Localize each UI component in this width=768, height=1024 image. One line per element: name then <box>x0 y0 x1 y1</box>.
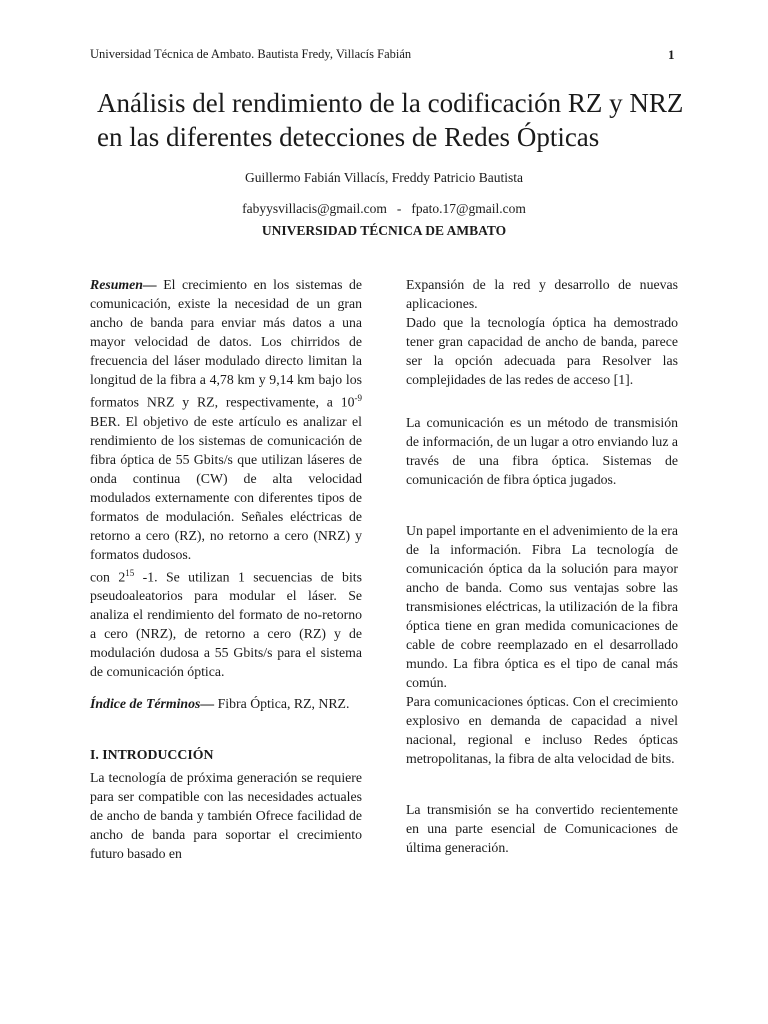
author-emails <box>0 201 768 217</box>
intro-paragraph: La tecnología de próxima generación se requiere para ser compatible con las necesidades actuales de ancho de banda y también Ofrece facilidad de ancho de banda para soportar el crecimiento futuro basado en <box>90 770 362 862</box>
right-paragraph-6: La transmisión se ha convertido recientemente en una parte esencial de Comunicaciones de última generación. <box>406 802 678 855</box>
title-line-2: en las diferentes detecciones de Redes Ópticas <box>97 122 600 152</box>
email-separator: - <box>396 201 402 216</box>
right-paragraph-4: Un papel importante en el advenimiento de la era de la información. Fibra La tecnología de comunicación óptica da la solución para mayor ancho de banda. Como sus ventajas sobre las transmisiones eléctricas, la utilización de la fibra óptica tiene en gran medida comunicaciones de cable de cobre reemplazado en el desarrollado mundo. La fibra óptica es el tipo de canal más común. <box>406 523 678 690</box>
email-2[interactable]: fpato.17@gmail.com <box>411 201 526 216</box>
institution: UNIVERSIDAD TÉCNICA DE AMBATO <box>261 223 507 238</box>
abstract-exponent-2: 15 <box>125 567 135 578</box>
running-header: Universidad Técnica de Ambato. Bautista Fredy, Villacís Fabián <box>90 47 412 61</box>
abstract-exponent-1: -9 <box>354 393 362 403</box>
abstract <box>90 275 362 564</box>
left-column <box>90 275 362 863</box>
index-terms-label: Índice de Términos— <box>90 696 215 712</box>
section-heading-introduccion: I. INTRODUCCIÓN <box>90 747 214 763</box>
right-column <box>406 275 678 857</box>
right-paragraph-3: La comunicación es un método de transmisión de información, de un lugar a otro enviando luz a través de una fibra óptica. Sistemas de comunicación de fibra óptica jugados. <box>406 415 679 487</box>
right-paragraph-5: Para comunicaciones ópticas. Con el crecimiento explosivo en demanda de capacidad a nivel nacional, regional e incluso Redes ópticas metropolitanas, la fibra de alta velocidad de bits. <box>406 694 678 766</box>
abstract-text-1: El crecimiento en los sistemas de comunicación, existe la necesidad de un gran ancho de banda para enviar más datos a una mayor velocidad de datos. Los chirridos de frecuencia del láser modulado directo limitan la longitud de la fibra a 4,78 km y 9,14 km bajo los formatos NRZ y RZ, respectivamente, a 10 <box>90 277 362 410</box>
author-list: Guillermo Fabián Villacís, Freddy Patricio Bautista <box>245 170 523 185</box>
page-number: 1 <box>668 47 675 62</box>
index-terms <box>90 694 362 713</box>
abstract-continued <box>90 564 362 682</box>
title-line-1: Análisis del rendimiento de la codificación RZ y NRZ <box>97 88 684 118</box>
right-paragraph-1: Expansión de la red y desarrollo de nuevas aplicaciones. <box>406 277 678 311</box>
abstract-text-3: con 2 <box>90 569 126 585</box>
abstract-label: Resumen— <box>90 277 157 292</box>
index-terms-text: Fibra Óptica, RZ, NRZ. <box>214 696 350 712</box>
abstract-text-4: -1. Se utilizan 1 secuencias de bits pseudoaleatorios para modular el láser. Se analiza el rendimiento del formato de no-retorno a cero (NRZ), de retorno a cero (RZ) y de modulación dudosa a 55 Gbits/s para el sistema de comunicación óptica. <box>90 569 362 680</box>
right-paragraph-2: Dado que la tecnología óptica ha demostrado tener gran capacidad de ancho de banda, parece ser la opción adecuada para Resolver las complejidades de las redes de acceso [1]. <box>406 315 678 387</box>
email-1[interactable]: fabyysvillacis@gmail.com <box>242 201 387 216</box>
paper-title <box>97 86 737 154</box>
abstract-text-2: BER. El objetivo de este artículo es analizar el rendimiento de los sistemas de comunicación de fibra óptica de 55 Gbits/s que utilizan láseres de onda continua (CW) de alta velocidad modulados externamente con diferentes tipos de formatos de modulación. Señales eléctricas de retorno a cero (RZ), no retorno a cero (NRZ) y formatos dudosos. <box>90 413 362 562</box>
